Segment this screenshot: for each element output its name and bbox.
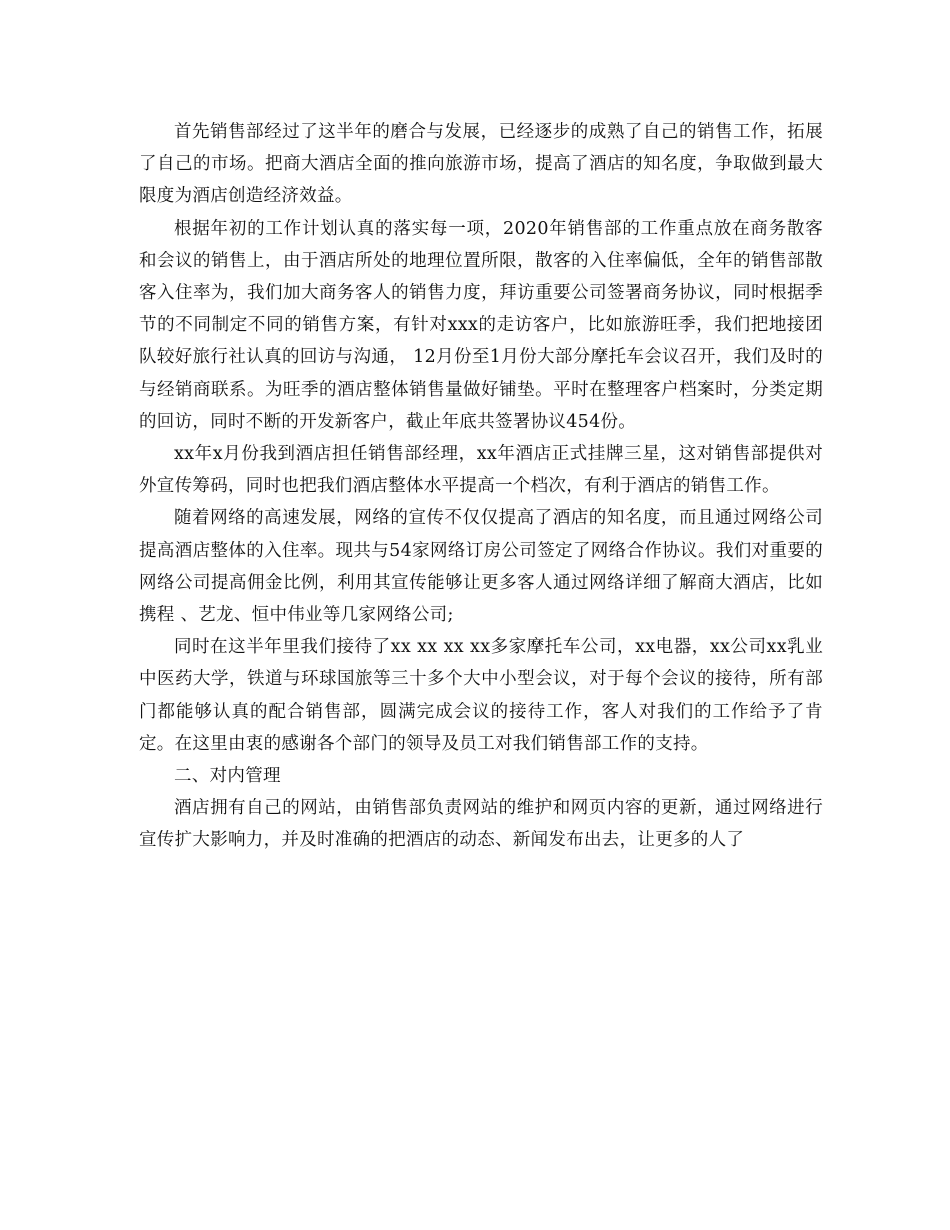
paragraph-online-promotion: 随着网络的高速发展，网络的宣传不仅仅提高了酒店的知名度，而且通过网络公司提高酒店整体的入住率。现共与54家网络订房公司签定了网络合作协议。我们对重要的网络公司提高佣金比例，利用其宣传能够让更多客人通过网络详细了解商大酒店，比如携程 、艺龙、恒中伟业等几家网络公司; bbox=[139, 508, 823, 626]
paragraph-manager-appointment: xx年x月份我到酒店担任销售部经理，xx年酒店正式挂牌三星，这对销售部提供对外宣传筹码，同时也把我们酒店整体水平提高一个档次，有利于酒店的销售工作。 bbox=[139, 444, 823, 497]
paragraph-website: 酒店拥有自己的网站，由销售部负责网站的维护和网页内容的更新，通过网络进行宣传扩大影响力，并及时准确的把酒店的动态、新闻发布出去，让更多的人了 bbox=[139, 798, 823, 851]
section-heading-internal-management: 二、对内管理 bbox=[174, 766, 281, 787]
paragraph-sales-maturity: 首先销售部经过了这半年的磨合与发展，已经逐步的成熟了自己的销售工作，拓展了自己的市场。把商大酒店全面的推向旅游市场，提高了酒店的知名度，争取做到最大限度为酒店创造经济效益。 bbox=[139, 122, 823, 207]
paragraph-conference-reception: 同时在这半年里我们接待了xx xx xx xx多家摩托车公司，xx电器，xx公司xx乳业中医药大学，铁道与环球国旅等三十多个大中小型会议，对于每个会议的接待，所有部门都能够认真的配合销售部，圆满完成会议的接待工作，客人对我们的工作给予了肯定。在这里由衷的感谢各个部门的领导及员工对我们销售部工作的支持。 bbox=[139, 637, 823, 754]
paragraph-annual-plan: 根据年初的工作计划认真的落实每一项，2020年销售部的工作重点放在商务散客和会议的销售上，由于酒店所处的地理位置所限，散客的入住率偏低，全年的销售部散客入住率为，我们加大商务客人的销售力度，拜访重要公司签署商务协议，同时根据季节的不同制定不同的销售方案，有针对xxx的走访客户，比如旅游旺季，我们把地接团队较好旅行社认真的回访与沟通， 12月份至1月份大部分摩托车会议召开，我们及时的与经销商联系。为旺季的酒店整体销售量做好铺垫。平时在整理客户档案时，分类定期的回访，同时不断的开发新客户，截止年底共签署协议454份。 bbox=[139, 218, 823, 432]
document-body bbox=[139, 116, 823, 857]
